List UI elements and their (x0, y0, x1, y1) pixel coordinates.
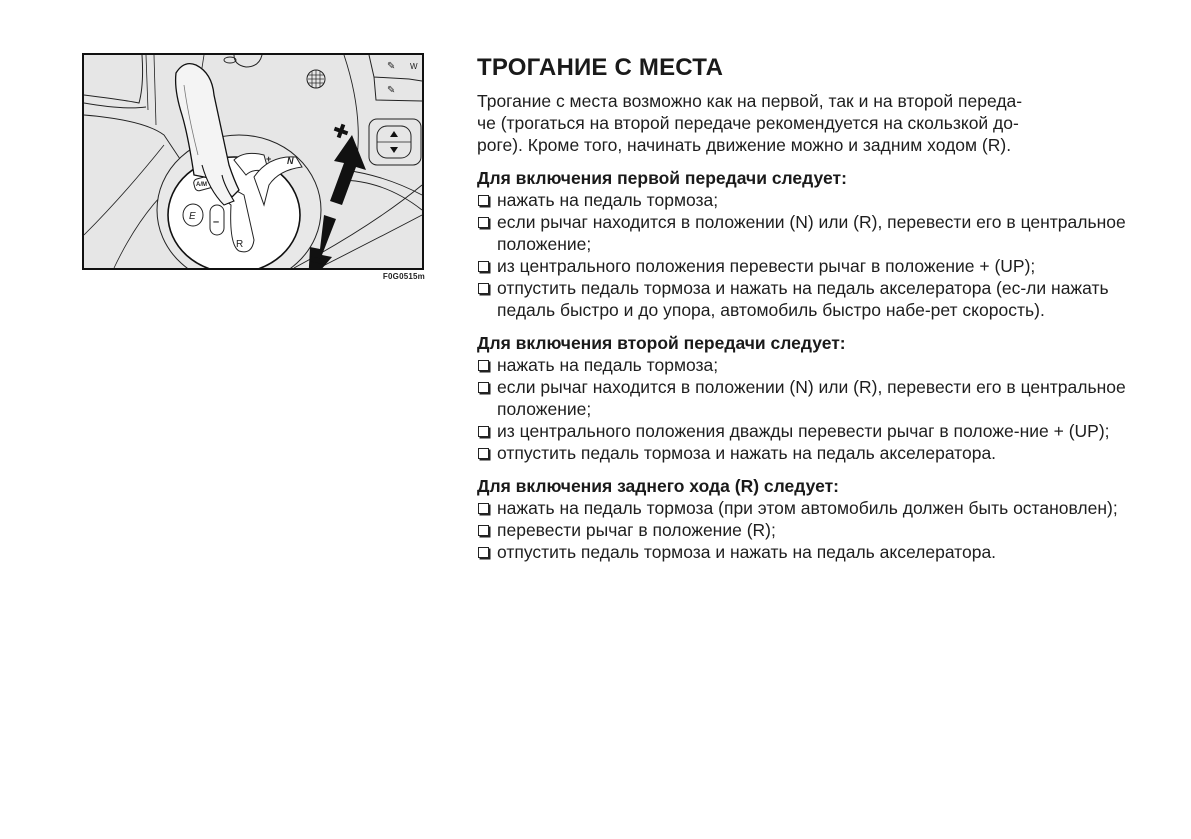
gate-e-label: E (189, 211, 196, 222)
intro-line: че (трогаться на второй передаче рекомендуется на скользкой до- (477, 113, 1019, 133)
list-item (477, 519, 1157, 541)
first-gear-steps (477, 189, 1157, 321)
list-item (477, 211, 1157, 255)
step-text: из центрального положения перевести рычаг в положение + (UP); (497, 256, 1036, 276)
checkbox-bullet-icon (478, 547, 489, 558)
checkbox-bullet-icon (478, 382, 489, 393)
checkbox-bullet-icon (478, 503, 489, 514)
gate-r-label: R (236, 239, 244, 250)
list-item (477, 376, 1157, 420)
gearshift-drawing (84, 55, 422, 268)
svg-text:W: W (410, 62, 418, 71)
second-gear-group (477, 332, 1157, 464)
list-item (477, 354, 1157, 376)
step-text: из центрального положения дважды перевести рычаг в положе-ние + (UP); (497, 421, 1110, 441)
list-item (477, 497, 1157, 519)
checkbox-bullet-icon (478, 217, 489, 228)
gear-lever-illustration (82, 53, 424, 270)
list-item (477, 541, 1157, 563)
step-text: если рычаг находится в положении (N) или (R), перевести его в центральное положение; (497, 212, 1126, 254)
intro-paragraph (477, 90, 1157, 156)
step-text: нажать на педаль тормоза; (497, 355, 719, 375)
checkbox-bullet-icon (478, 360, 489, 371)
svg-text:✎: ✎ (387, 85, 396, 96)
step-text: отпустить педаль тормоза и нажать на педаль акселератора (ес-ли нажать педаль быстро и до упора, автомобиль быстро набе-рет скорость). (497, 278, 1109, 320)
checkbox-bullet-icon (478, 525, 489, 536)
gate-n-label: N (287, 156, 294, 166)
list-item (477, 189, 1157, 211)
section-title: ТРОГАНИЕ С МЕСТА (477, 54, 724, 81)
list-item (477, 420, 1157, 442)
reverse-gear-heading: Для включения заднего хода (R) следует: (477, 476, 839, 496)
reverse-gear-group (477, 475, 1157, 563)
second-gear-steps (477, 354, 1157, 464)
step-text: отпустить педаль тормоза и нажать на педаль акселератора. (497, 542, 997, 562)
list-item (477, 255, 1157, 277)
first-gear-group (477, 167, 1157, 321)
step-text: если рычаг находится в положении (N) или (R), перевести его в центральное положение; (497, 377, 1126, 419)
plus-marker-icon (334, 124, 349, 139)
svg-text:✎: ✎ (387, 61, 396, 72)
step-text: нажать на педаль тормоза; (497, 190, 719, 210)
checkbox-bullet-icon (478, 261, 489, 272)
step-text: перевести рычаг в положение (R); (497, 520, 776, 540)
list-item (477, 277, 1157, 321)
gate-plus-label: + (266, 154, 272, 164)
step-text: отпустить педаль тормоза и нажать на педаль акселератора. (497, 443, 997, 463)
figure-caption: F0G0515m (382, 272, 425, 281)
gate-am-label: A/M (196, 182, 207, 188)
intro-line: роге). Кроме того, начинать движение можно и задним ходом (R). (477, 135, 1012, 155)
reverse-gear-steps (477, 497, 1157, 563)
intro-line: Трогание с места возможно как на первой, так и на второй переда- (477, 91, 1023, 111)
gate-minus-label: – (213, 216, 220, 228)
step-text: нажать на педаль тормоза (при этом автомобиль должен быть остановлен); (497, 498, 1118, 518)
checkbox-bullet-icon (478, 283, 489, 294)
first-gear-heading: Для включения первой передачи следует: (477, 168, 847, 188)
checkbox-bullet-icon (478, 195, 489, 206)
checkbox-bullet-icon (478, 448, 489, 459)
text-column (477, 52, 1157, 563)
checkbox-bullet-icon (478, 426, 489, 437)
second-gear-heading: Для включения второй передачи следует: (477, 333, 846, 353)
list-item (477, 442, 1157, 464)
